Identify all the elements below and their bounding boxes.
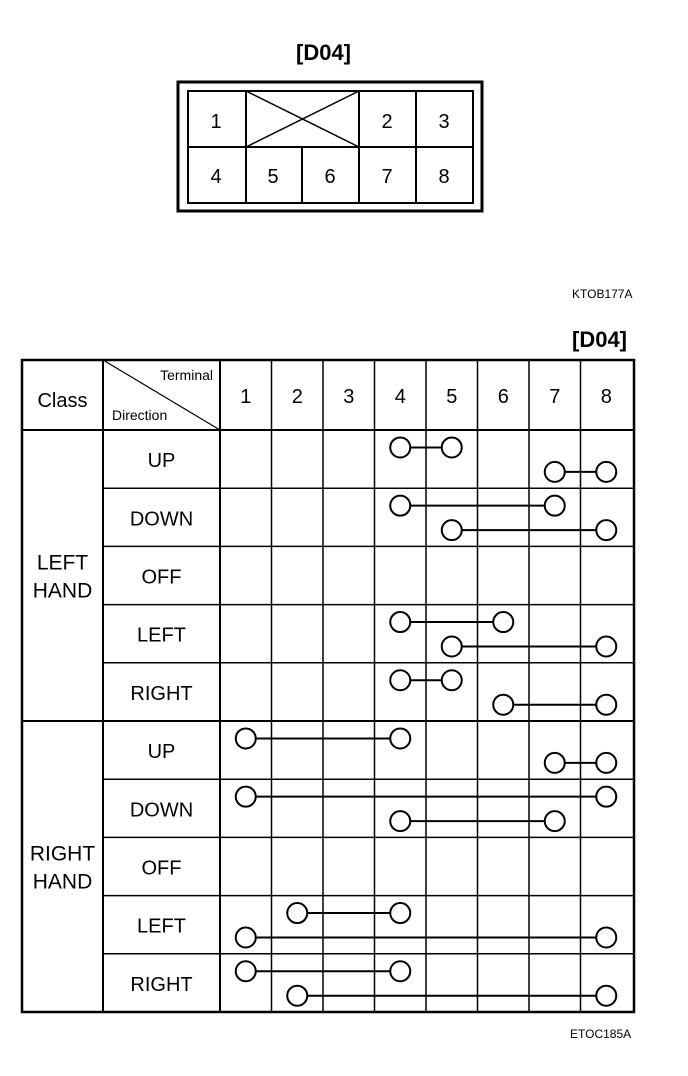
group-label: LEFT bbox=[36, 551, 89, 575]
terminal-dot bbox=[493, 612, 513, 632]
terminal-dot bbox=[236, 728, 256, 748]
direction-label: LEFT bbox=[137, 915, 186, 938]
terminal-dot bbox=[596, 637, 616, 657]
header-class: Class bbox=[37, 390, 88, 412]
direction-label: OFF bbox=[141, 566, 182, 589]
terminal-dot bbox=[596, 928, 616, 948]
terminal-dot bbox=[442, 670, 462, 690]
direction-label: LEFT bbox=[137, 624, 186, 647]
terminal-header: 6 bbox=[497, 386, 509, 408]
terminal-dot bbox=[390, 811, 410, 831]
pin-label: 2 bbox=[381, 111, 393, 133]
terminal-dot bbox=[390, 961, 410, 981]
terminal-dot bbox=[390, 728, 410, 748]
direction-label: UP bbox=[147, 450, 176, 473]
terminal-dot bbox=[545, 753, 565, 773]
terminal-dot bbox=[442, 637, 462, 657]
terminal-dot bbox=[545, 496, 565, 516]
direction-label: DOWN bbox=[129, 799, 194, 822]
terminal-dot bbox=[287, 986, 307, 1006]
figure-code: KTOB177A bbox=[572, 287, 633, 301]
terminal-dot bbox=[596, 520, 616, 540]
terminal-dot bbox=[236, 787, 256, 807]
terminal-dot bbox=[236, 928, 256, 948]
terminal-header: 2 bbox=[291, 386, 303, 408]
terminal-header: 8 bbox=[600, 386, 612, 408]
terminal-header: 5 bbox=[446, 386, 458, 408]
terminal-header: 7 bbox=[549, 386, 561, 408]
terminal-dot bbox=[442, 437, 462, 457]
terminal-dot bbox=[287, 903, 307, 923]
pin-label: 3 bbox=[438, 111, 450, 133]
terminal-dot bbox=[596, 787, 616, 807]
pin-label: 4 bbox=[210, 166, 222, 188]
header-direction: Direction bbox=[112, 407, 168, 423]
table-border bbox=[22, 360, 634, 1012]
group-label: HAND bbox=[32, 870, 93, 894]
table-title: [D04] bbox=[572, 327, 628, 352]
terminal-dot bbox=[390, 496, 410, 516]
terminal-dot bbox=[390, 670, 410, 690]
terminal-dot bbox=[493, 695, 513, 715]
group-label: HAND bbox=[32, 579, 93, 603]
terminal-header: 1 bbox=[240, 386, 252, 408]
direction-label: RIGHT bbox=[130, 682, 193, 705]
connector-title: [D04] bbox=[296, 40, 352, 65]
terminal-header: 4 bbox=[394, 386, 406, 408]
header-terminal: Terminal bbox=[160, 367, 213, 383]
direction-label: OFF bbox=[141, 857, 182, 880]
terminal-dot bbox=[390, 612, 410, 632]
direction-label: DOWN bbox=[129, 508, 194, 531]
group-label: RIGHT bbox=[29, 842, 96, 866]
pin-label: 6 bbox=[324, 166, 336, 188]
terminal-dot bbox=[596, 986, 616, 1006]
terminal-dot bbox=[545, 811, 565, 831]
figure-code: ETOC185A bbox=[570, 1027, 632, 1041]
terminal-dot bbox=[390, 437, 410, 457]
terminal-dot bbox=[596, 753, 616, 773]
pin-label: 7 bbox=[381, 166, 393, 188]
terminal-dot bbox=[236, 961, 256, 981]
pin-label: 5 bbox=[267, 166, 279, 188]
terminal-dot bbox=[442, 520, 462, 540]
terminal-dot bbox=[596, 695, 616, 715]
direction-label: RIGHT bbox=[130, 973, 193, 996]
terminal-dot bbox=[545, 462, 565, 482]
terminal-dot bbox=[596, 462, 616, 482]
pin-label: 8 bbox=[438, 166, 450, 188]
pin-label: 1 bbox=[210, 111, 222, 133]
terminal-dot bbox=[390, 903, 410, 923]
direction-label: UP bbox=[147, 741, 176, 764]
terminal-header: 3 bbox=[343, 386, 355, 408]
